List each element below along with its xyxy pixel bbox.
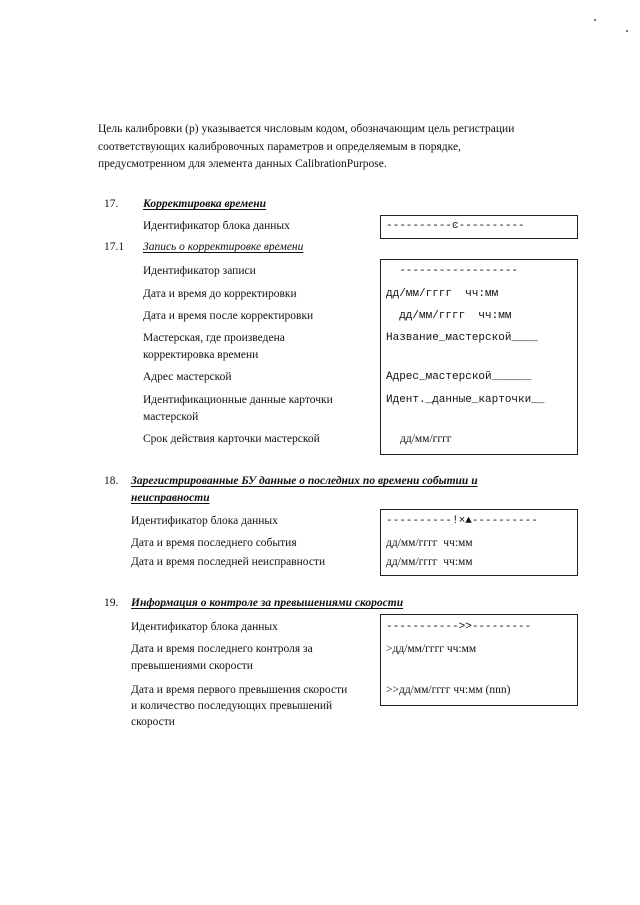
last-speed-control-label-line-1: Дата и время последнего контроля за [131,643,313,655]
workshop-label-line-1: Мастерская, где произведена [143,332,285,344]
scan-speck [626,30,628,32]
last-speed-control-value: >дд/мм/гггг чч:мм [386,643,477,655]
section-18-number: 18. [104,475,119,487]
last-speed-control-label-line-2: превышениями скорости [131,660,253,672]
intro-line-3: предусмотренном для элемента данных CalibrationPurpose. [98,158,387,170]
workshop-label-line-2: корректировка времени [143,349,259,361]
workshop-address-value: Адрес_мастерской______ [386,371,532,383]
section-18-title-line-2: неисправности [131,492,210,504]
last-fault-value: дд/мм/гггг чч:мм [386,556,473,568]
last-fault-label: Дата и время последней неисправности [131,556,326,568]
section-19-block-id-value: ----------->>--------- [386,621,532,633]
card-validity-value: дд/мм/гггг [400,433,452,445]
last-event-label: Дата и время последнего события [131,537,297,549]
workshop-name-value: Название_мастерской____ [386,332,538,344]
section-17-block-id-value: ----------ͼ---------- [386,220,525,232]
datetime-before-label: Дата и время до корректировки [143,288,297,300]
section-17-block-id-label: Идентификатор блока данных [143,220,290,232]
first-overspeed-value: >>дд/мм/гггг чч:мм (nnn) [386,684,511,696]
section-19-title: Информация о контроле за превышениями скорости [131,597,404,609]
section-17-1-number: 17.1 [104,241,125,253]
datetime-after-label: Дата и время после корректировки [143,310,314,322]
section-19-number: 19. [104,597,119,609]
card-id-label-line-2: мастерской [143,411,199,423]
section-17-1-title: Запись о корректировке времени [143,241,304,253]
section-17-number: 17. [104,198,119,210]
card-id-label-line-1: Идентификационные данные карточки [143,394,333,406]
first-overspeed-label-line-2: и количество последующих превышений [131,700,333,712]
card-id-value: Идент._данные_карточки__ [386,394,545,406]
first-overspeed-label-line-3: скорости [131,716,175,728]
section-19-block-id-label: Идентификатор блока данных [131,621,278,633]
card-validity-label: Срок действия карточки мастерской [143,433,320,445]
record-id-label: Идентификатор записи [143,265,256,277]
intro-line-2: соответствующих калибровочных параметров и определяемым в порядке, [98,141,461,153]
datetime-after-value: дд/мм/гггг чч:мм [386,310,512,322]
section-18-block-id-value: ----------!×▲---------- [386,515,538,527]
scan-speck [594,19,596,21]
last-event-value: дд/мм/гггг чч:мм [386,537,473,549]
datetime-before-value: дд/мм/гггг чч:мм [386,288,499,300]
section-18-title-line-1: Зарегистрированные БУ данные о последних по времени событии и [131,475,478,487]
record-id-value: ------------------ [386,265,519,277]
workshop-address-label: Адрес мастерской [143,371,232,383]
section-17-title: Корректировка времени [143,198,267,210]
first-overspeed-label-line-1: Дата и время первого превышения скорости [131,684,348,696]
section-18-block-id-label: Идентификатор блока данных [131,515,278,527]
intro-line-1: Цель калибровки (р) указывается числовым кодом, обозначающим цель регистрации [98,123,515,135]
